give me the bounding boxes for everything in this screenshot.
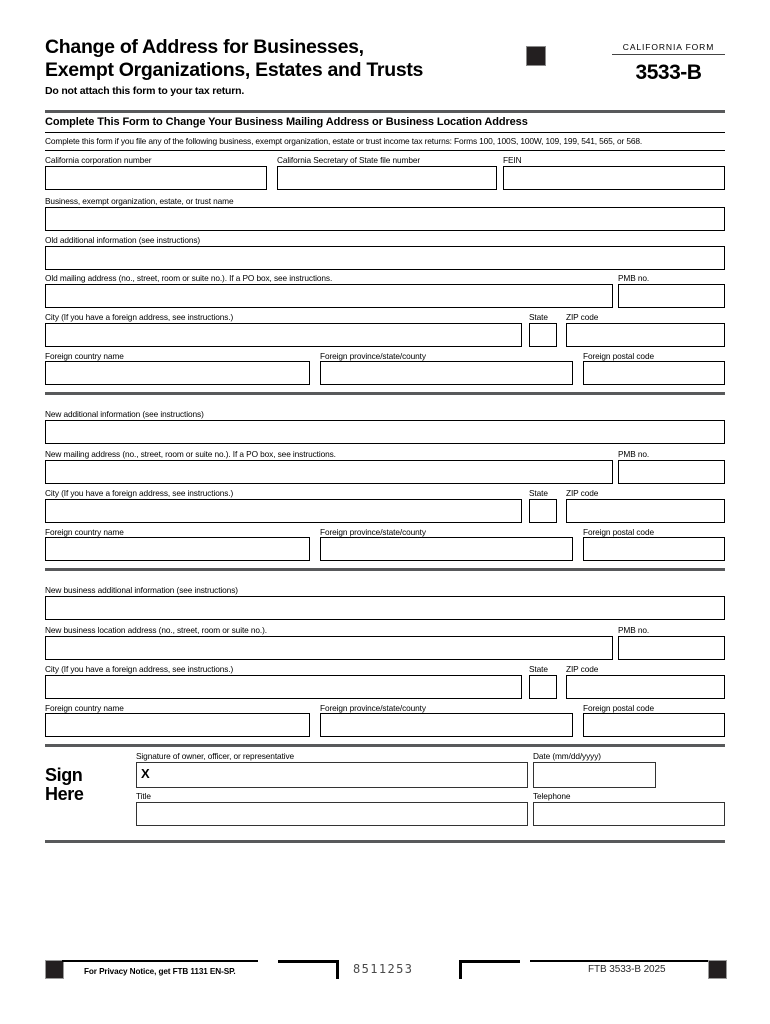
header-divider-rule (45, 110, 725, 113)
label-new-pmb: PMB no. (618, 449, 650, 459)
label-old-state: State (529, 312, 548, 322)
new-mailing-divider-rule (45, 568, 725, 571)
input-new-state[interactable] (529, 499, 557, 523)
scan-corner-mark-right-top (459, 960, 520, 963)
label-new-zip: ZIP code (566, 488, 599, 498)
label-title: Title (136, 791, 151, 801)
input-old-pmb[interactable] (618, 284, 725, 308)
label-new-business-foreign-province: Foreign province/state/county (320, 703, 426, 713)
label-telephone: Telephone (533, 791, 571, 801)
input-new-additional-info[interactable] (45, 420, 725, 444)
label-new-additional-info: New additional information (see instructions) (45, 409, 204, 419)
input-new-foreign-country[interactable] (45, 537, 310, 561)
section-note-underline (45, 150, 725, 151)
label-old-zip: ZIP code (566, 312, 599, 322)
california-form-block (612, 42, 725, 85)
input-old-city[interactable] (45, 323, 522, 347)
input-new-business-foreign-country[interactable] (45, 713, 310, 737)
input-new-foreign-postal[interactable] (583, 537, 725, 561)
input-title[interactable] (136, 802, 528, 826)
form-number: 3533-B (635, 61, 702, 84)
label-old-additional-info: Old additional information (see instructions) (45, 235, 201, 245)
sign-here-line-2: Here (45, 784, 84, 804)
input-new-foreign-province[interactable] (320, 537, 573, 561)
label-fein: FEIN (503, 155, 522, 165)
input-new-business-foreign-province[interactable] (320, 713, 573, 737)
form-revision-text: FTB 3533-B 2025 (588, 964, 666, 975)
input-sos-file-number[interactable] (277, 166, 497, 190)
form-subtitle: Do not attach this form to your tax return. (45, 85, 245, 97)
input-date[interactable] (533, 762, 656, 788)
input-old-foreign-country[interactable] (45, 361, 310, 385)
input-fein[interactable] (503, 166, 725, 190)
label-new-business-zip: ZIP code (566, 664, 599, 674)
form-title-line-2: Exempt Organizations, Estates and Trusts (45, 59, 424, 81)
input-telephone[interactable] (533, 802, 725, 826)
label-old-mailing-address: Old mailing address (no., street, room or suite no.). If a PO box, see instructions. (45, 273, 333, 283)
input-new-business-location-address[interactable] (45, 636, 613, 660)
label-new-business-location-address: New business location address (no., street, room or suite no.). (45, 625, 267, 635)
label-new-business-foreign-postal: Foreign postal code (583, 703, 654, 713)
input-old-state[interactable] (529, 323, 557, 347)
label-new-foreign-province: Foreign province/state/county (320, 527, 426, 537)
input-old-zip[interactable] (566, 323, 725, 347)
section-heading-underline (45, 132, 725, 133)
input-corporation-number[interactable] (45, 166, 267, 190)
section-note: Complete this form if you file any of the following business, exempt organization, estate or trust income tax returns: Forms 100, 100S, 100W, 109, 199, 541, 565, or 568. (45, 136, 643, 146)
label-sos-file-number: California Secretary of State file number (277, 155, 421, 165)
scan-registration-line-left (62, 960, 258, 962)
sign-here-label (45, 766, 83, 804)
signature-x-prefill: X (141, 766, 150, 781)
input-new-zip[interactable] (566, 499, 725, 523)
input-new-business-city[interactable] (45, 675, 522, 699)
sign-here-line-1: Sign (45, 765, 83, 785)
input-new-pmb[interactable] (618, 460, 725, 484)
input-new-business-foreign-postal[interactable] (583, 713, 725, 737)
label-old-foreign-province: Foreign province/state/county (320, 351, 426, 361)
input-old-foreign-postal[interactable] (583, 361, 725, 385)
old-address-divider-rule (45, 392, 725, 395)
signature-bottom-divider-rule (45, 840, 725, 843)
label-new-business-city: City (If you have a foreign address, see instructions.) (45, 664, 234, 674)
label-old-foreign-country: Foreign country name (45, 351, 124, 361)
label-date: Date (mm/dd/yyyy) (533, 751, 601, 761)
label-entity-name: Business, exempt organization, estate, or trust name (45, 196, 234, 206)
scan-number: 8511253 (353, 962, 414, 976)
label-old-city: City (If you have a foreign address, see instructions.) (45, 312, 234, 322)
label-new-business-pmb: PMB no. (618, 625, 650, 635)
scan-corner-mark-right-vert (459, 960, 462, 979)
input-entity-name[interactable] (45, 207, 725, 231)
label-new-city: City (If you have a foreign address, see instructions.) (45, 488, 234, 498)
label-new-mailing-address: New mailing address (no., street, room or suite no.). If a PO box, see instructions. (45, 449, 336, 459)
input-old-additional-info[interactable] (45, 246, 725, 270)
input-new-business-state[interactable] (529, 675, 557, 699)
label-new-state: State (529, 488, 548, 498)
scan-registration-line-right (530, 960, 708, 962)
california-form-label: CALIFORNIA FORM (612, 42, 725, 55)
privacy-notice-text: For Privacy Notice, get FTB 1131 EN-SP. (84, 967, 236, 976)
input-new-business-additional-info[interactable] (45, 596, 725, 620)
scan-registration-square-bottom-right (708, 960, 727, 979)
input-new-mailing-address[interactable] (45, 460, 613, 484)
label-corporation-number: California corporation number (45, 155, 152, 165)
signature-top-divider-rule (45, 744, 725, 747)
input-old-foreign-province[interactable] (320, 361, 573, 385)
label-old-pmb: PMB no. (618, 273, 650, 283)
scan-registration-square-bottom-left (45, 960, 64, 979)
input-signature[interactable] (136, 762, 528, 788)
scan-corner-mark-left-vert (336, 960, 339, 979)
input-old-mailing-address[interactable] (45, 284, 613, 308)
input-new-business-zip[interactable] (566, 675, 725, 699)
input-new-business-pmb[interactable] (618, 636, 725, 660)
label-new-business-foreign-country: Foreign country name (45, 703, 124, 713)
scan-corner-mark-left-top (278, 960, 339, 963)
form-title-line-1: Change of Address for Businesses, (45, 36, 364, 58)
label-signature: Signature of owner, officer, or representative (136, 751, 295, 761)
label-new-foreign-postal: Foreign postal code (583, 527, 654, 537)
scan-registration-square-top (526, 46, 546, 66)
label-old-foreign-postal: Foreign postal code (583, 351, 654, 361)
label-new-foreign-country: Foreign country name (45, 527, 124, 537)
section-heading: Complete This Form to Change Your Business Mailing Address or Business Location Address (45, 116, 528, 128)
label-new-business-state: State (529, 664, 548, 674)
label-new-business-additional-info: New business additional information (see instructions) (45, 585, 238, 595)
input-new-city[interactable] (45, 499, 522, 523)
